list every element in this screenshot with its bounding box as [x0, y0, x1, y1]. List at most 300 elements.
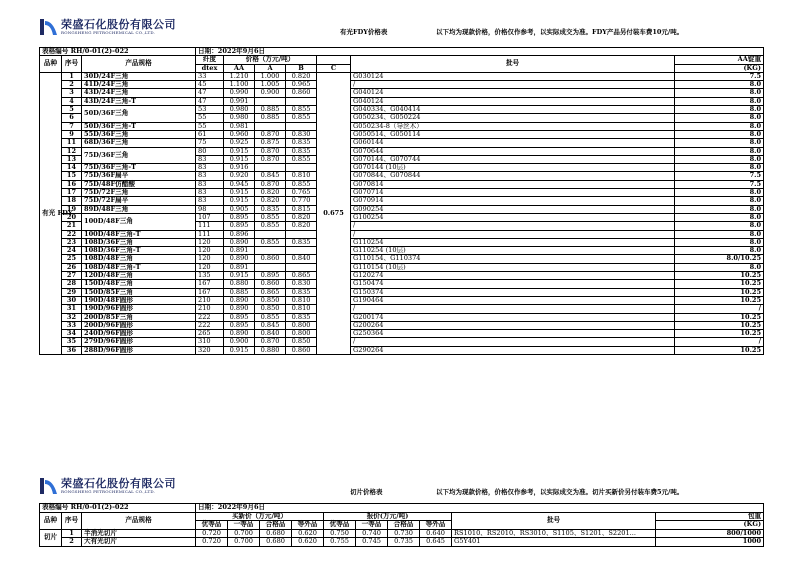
chips-col-buy: 买新价（万元/吨）	[196, 512, 324, 521]
row-price-b: 0.810	[286, 305, 317, 313]
row-dtex: 55	[196, 122, 224, 130]
row-price-b: 0.840	[286, 255, 317, 263]
table-row	[40, 538, 764, 547]
table-row	[40, 305, 764, 313]
row-dtex: 210	[196, 296, 224, 304]
row-price-b: 0.855	[286, 114, 317, 122]
row-dtex: 47	[196, 89, 224, 97]
row-spec: 200D/85F三角	[82, 313, 196, 321]
row-price-aa: 0.891	[224, 247, 255, 255]
row-batch: /	[351, 81, 675, 89]
row-price-b: 0.810	[286, 172, 317, 180]
row-price-b: 0.820	[286, 213, 317, 221]
row-price-b: 0.820	[286, 72, 317, 80]
row-dtex: 107	[196, 213, 224, 221]
row-seq: 1	[62, 72, 82, 80]
row-price-a: 0.845	[255, 321, 286, 329]
row-quote-price: 0.750	[324, 529, 356, 538]
row-spec: 288D/96F圆形	[82, 346, 196, 354]
row-seq: 22	[62, 230, 82, 238]
row-price-a: 0.850	[255, 296, 286, 304]
row-price-b: 0.855	[286, 106, 317, 114]
row-weight: 10.25	[675, 296, 764, 304]
chips-form-no: 表格编号 RH/0-01(2)-022	[40, 504, 196, 513]
table-row	[40, 139, 764, 147]
row-batch: G060144	[351, 139, 675, 147]
row-price-b: 0.820	[286, 222, 317, 230]
row-price-aa: 0.915	[224, 189, 255, 197]
row-price-aa: 1.100	[224, 81, 255, 89]
row-batch: G190464	[351, 296, 675, 304]
row-weight: 8.0	[675, 130, 764, 138]
row-price-a: 0.860	[255, 255, 286, 263]
row-buy-price: 0.680	[260, 538, 292, 547]
row-weight: 10.25	[675, 280, 764, 288]
row-price-a: 0.865	[255, 288, 286, 296]
row-seq: 30	[62, 296, 82, 304]
table-row	[40, 180, 764, 188]
row-weight: 7.5	[675, 72, 764, 80]
row-dtex: 80	[196, 147, 224, 155]
table-row	[40, 296, 764, 304]
row-buy-price: 0.620	[292, 529, 324, 538]
row-price-aa: 0.915	[224, 155, 255, 163]
row-batch: G290264	[351, 346, 675, 354]
row-price-aa: 0.890	[224, 255, 255, 263]
row-spec: 100D/48F三角-T	[82, 230, 196, 238]
row-weight: 10.25	[675, 313, 764, 321]
row-dtex: 120	[196, 238, 224, 246]
row-price-a: 0.870	[255, 147, 286, 155]
company-name: 荣盛石化股份有限公司	[61, 18, 176, 31]
row-spec: 150D/48F三角	[82, 280, 196, 288]
row-dtex: 310	[196, 338, 224, 346]
row-seq: 15	[62, 172, 82, 180]
row-weight: 7.5	[675, 180, 764, 188]
chips-price-table	[39, 503, 764, 547]
row-dtex: 83	[196, 164, 224, 172]
row-spec: 100D/48F三角	[82, 213, 196, 230]
row-batch: G250364	[351, 330, 675, 338]
row-price-b: 0.860	[286, 89, 317, 97]
row-seq: 3	[62, 89, 82, 97]
col-seq: 序号	[62, 56, 82, 73]
table-row	[40, 288, 764, 296]
row-spec: 190D/48F圆形	[82, 296, 196, 304]
row-batch: G5Y401	[452, 538, 656, 547]
row-price-b: 0.835	[286, 313, 317, 321]
row-seq: 2	[62, 81, 82, 89]
row-batch: /	[351, 222, 675, 230]
row-batch: G070714	[351, 189, 675, 197]
table-row	[40, 280, 764, 288]
chips-header	[0, 477, 793, 503]
row-batch: /	[351, 230, 675, 238]
row-price-aa: 0.980	[224, 106, 255, 114]
table-row	[40, 263, 764, 271]
row-dtex: 167	[196, 288, 224, 296]
table-row	[40, 346, 764, 354]
row-weight: 7.5	[675, 172, 764, 180]
row-spec: 75D/72F三角	[82, 189, 196, 197]
chips-col-weight-unit: (KG)	[656, 521, 764, 530]
row-dtex: 75	[196, 139, 224, 147]
row-price-b: 0.835	[286, 147, 317, 155]
grade-off: 等外品	[420, 521, 452, 530]
row-seq: 27	[62, 272, 82, 280]
row-seq: 1	[62, 529, 82, 538]
row-seq: 25	[62, 255, 82, 263]
row-price-aa: 0.890	[224, 305, 255, 313]
row-seq: 20	[62, 213, 82, 221]
row-weight: 10.25	[675, 321, 764, 329]
table-row	[40, 338, 764, 346]
row-price-aa: 0.896	[224, 230, 255, 238]
row-dtex: 111	[196, 230, 224, 238]
row-dtex: 61	[196, 130, 224, 138]
row-spec: 150D/85F三角	[82, 288, 196, 296]
row-spec: 120D/48F三角	[82, 272, 196, 280]
table-row	[40, 255, 764, 263]
row-seq: 18	[62, 197, 82, 205]
row-seq: 14	[62, 164, 82, 172]
row-spec: 41D/24F三角	[82, 81, 196, 89]
row-batch: RS1010、RS2010、RS3010、S1105、S1201、S2201...	[452, 529, 656, 538]
row-batch: G050234-8（导丝木）	[351, 122, 675, 130]
row-batch: /	[351, 338, 675, 346]
row-dtex: 53	[196, 106, 224, 114]
row-dtex: 320	[196, 346, 224, 354]
fdy-title: 有光FDY价格表	[340, 28, 388, 36]
company-logo	[40, 18, 176, 36]
row-dtex: 135	[196, 272, 224, 280]
row-buy-price: 0.700	[228, 538, 260, 547]
row-seq: 5	[62, 106, 82, 114]
row-weight: 8.0	[675, 247, 764, 255]
row-spec: 75D/72F扁平	[82, 197, 196, 205]
row-seq: 4	[62, 97, 82, 105]
table-row	[40, 189, 764, 197]
table-row	[40, 272, 764, 280]
row-batch: /	[351, 305, 675, 313]
row-price-a: 0.820	[255, 197, 286, 205]
row-spec: 50D/36F三角	[82, 106, 196, 123]
table-row	[40, 313, 764, 321]
col-spec: 产品规格	[82, 56, 196, 73]
row-batch: G200264	[351, 321, 675, 329]
row-price-b: 0.830	[286, 130, 317, 138]
company-logo-icon	[40, 477, 58, 495]
company-logo-2	[40, 477, 176, 495]
row-batch: G050234、G050224	[351, 114, 675, 122]
row-dtex: 120	[196, 247, 224, 255]
row-price-a: 0.855	[255, 238, 286, 246]
category-cell: 有光 FDY	[40, 72, 62, 354]
row-seq: 7	[62, 122, 82, 130]
row-price-a: 0.870	[255, 338, 286, 346]
row-price-aa: 0.891	[224, 263, 255, 271]
chips-col-weight: 包重	[656, 512, 764, 521]
row-spec: 190D/96F圆形	[82, 305, 196, 313]
row-price-a: 0.855	[255, 313, 286, 321]
row-price-a: 0.820	[255, 189, 286, 197]
row-dtex: 120	[196, 255, 224, 263]
row-quote-price: 0.640	[420, 529, 452, 538]
row-price-aa: 0.890	[224, 296, 255, 304]
chips-col-quote: 报价(万元/吨)	[324, 512, 452, 521]
row-spec: 30D/24F三角	[82, 72, 196, 80]
row-dtex: 265	[196, 330, 224, 338]
row-seq: 6	[62, 114, 82, 122]
row-price-b: 0.765	[286, 189, 317, 197]
grade-first: 一等品	[228, 521, 260, 530]
row-price-a: 0.885	[255, 106, 286, 114]
row-dtex: 83	[196, 197, 224, 205]
row-price-aa: 0.990	[224, 89, 255, 97]
grade-qualified: 合格品	[260, 521, 292, 530]
row-weight: 8.0	[675, 139, 764, 147]
col-price: 价格（万元/吨）	[224, 56, 317, 64]
table-row	[40, 130, 764, 138]
row-price-aa: 1.210	[224, 72, 255, 80]
row-buy-price: 0.700	[228, 529, 260, 538]
company-name: 荣盛石化股份有限公司	[61, 477, 176, 490]
table-row	[40, 89, 764, 97]
row-seq: 17	[62, 189, 82, 197]
row-price-a: 0.870	[255, 155, 286, 163]
row-price-a: 1.000	[255, 72, 286, 80]
row-spec: 50D/36F三角-T	[82, 122, 196, 130]
row-spec: 43D/24F三角	[82, 89, 196, 97]
chips-title: 切片价格表	[350, 488, 383, 496]
row-spec: 240D/96F圆形	[82, 330, 196, 338]
row-batch: G150474	[351, 280, 675, 288]
row-price-a: 0.860	[255, 280, 286, 288]
row-weight: 10.25	[675, 288, 764, 296]
row-buy-price: 0.720	[196, 529, 228, 538]
row-quote-price: 0.740	[356, 529, 388, 538]
row-price-aa: 0.991	[224, 97, 255, 105]
row-spec: 75D/48F仿醋酸	[82, 180, 196, 188]
row-price-a: 0.900	[255, 89, 286, 97]
row-batch: G070914	[351, 197, 675, 205]
row-price-aa: 0.890	[224, 238, 255, 246]
col-b: B	[286, 64, 317, 72]
grade-qualified: 合格品	[388, 521, 420, 530]
chips-col-category: 品种	[40, 512, 62, 529]
row-seq: 13	[62, 155, 82, 163]
row-price-b: 0.800	[286, 321, 317, 329]
row-weight: 8.0	[675, 238, 764, 246]
row-price-aa: 0.895	[224, 313, 255, 321]
row-price-aa: 0.895	[224, 321, 255, 329]
row-spec: 75D/36F三角-T	[82, 164, 196, 172]
row-seq: 12	[62, 147, 82, 155]
row-spec: 68D/36F三角	[82, 139, 196, 147]
table-row	[40, 197, 764, 205]
row-weight: 10.25	[675, 272, 764, 280]
chips-col-seq: 序号	[62, 512, 82, 529]
row-price-a: 0.855	[255, 213, 286, 221]
row-price-aa: 0.915	[224, 346, 255, 354]
row-seq: 21	[62, 222, 82, 230]
col-c: C	[317, 64, 351, 72]
row-price-b: 0.850	[286, 338, 317, 346]
fdy-price-table	[39, 47, 764, 355]
row-price-aa: 0.920	[224, 172, 255, 180]
row-weight: 8.0	[675, 106, 764, 114]
row-dtex: 83	[196, 172, 224, 180]
table-row	[40, 205, 764, 213]
row-dtex: 55	[196, 114, 224, 122]
row-spec: 大有光切片	[82, 538, 196, 547]
company-name-en: RONGSHENG PETROCHEMICAL CO.,LTD.	[61, 30, 156, 35]
row-batch: G200174	[351, 313, 675, 321]
row-spec: 75D/36F三角	[82, 147, 196, 164]
grade-off: 等外品	[292, 521, 324, 530]
row-dtex: 33	[196, 72, 224, 80]
row-price-b: 0.830	[286, 280, 317, 288]
table-row	[40, 81, 764, 89]
row-price-b: 0.815	[286, 205, 317, 213]
row-seq: 34	[62, 330, 82, 338]
row-price-aa: 0.895	[224, 222, 255, 230]
row-batch: G150374	[351, 288, 675, 296]
row-weight: 8.0	[675, 122, 764, 130]
row-seq: 19	[62, 205, 82, 213]
row-price-b: 0.855	[286, 155, 317, 163]
row-price-b: 0.855	[286, 180, 317, 188]
row-price-aa: 0.925	[224, 139, 255, 147]
table-row	[40, 213, 764, 221]
row-price-a: 0.855	[255, 222, 286, 230]
company-name-en: RONGSHENG PETROCHEMICAL CO.,LTD.	[61, 489, 156, 494]
table-row	[40, 330, 764, 338]
row-seq: 28	[62, 280, 82, 288]
row-weight: 8.0	[675, 97, 764, 105]
chips-category-cell: 切片	[40, 529, 62, 546]
row-weight: 8.0	[675, 213, 764, 221]
row-price-a: 0.885	[255, 114, 286, 122]
row-dtex: 45	[196, 81, 224, 89]
row-dtex: 83	[196, 189, 224, 197]
row-price-aa: 0.890	[224, 330, 255, 338]
col-batch: 批号	[351, 56, 675, 73]
row-spec: 89D/48F三角	[82, 205, 196, 213]
col-dtex: dtex	[196, 64, 224, 72]
row-weight: 10.25	[675, 346, 764, 354]
row-price-aa: 0.916	[224, 164, 255, 172]
row-batch: G110254 (10层)	[351, 247, 675, 255]
row-price-a: 0.840	[255, 330, 286, 338]
row-price-a: 0.875	[255, 139, 286, 147]
table-row	[40, 230, 764, 238]
row-spec: 55D/36F三角	[82, 130, 196, 138]
row-seq: 2	[62, 538, 82, 547]
row-dtex: 47	[196, 97, 224, 105]
row-weight: 800/1000	[656, 529, 764, 538]
row-quote-price: 0.730	[388, 529, 420, 538]
row-seq: 29	[62, 288, 82, 296]
row-dtex: 83	[196, 180, 224, 188]
row-price-aa: 0.915	[224, 272, 255, 280]
row-price-a: 0.850	[255, 305, 286, 313]
row-seq: 31	[62, 305, 82, 313]
row-weight: 8.0	[675, 197, 764, 205]
row-weight: /	[675, 338, 764, 346]
row-spec: 半消光切片	[82, 529, 196, 538]
row-spec: 108D/36F三角	[82, 238, 196, 246]
row-weight: 8.0/10.25	[675, 255, 764, 263]
row-weight: 8.0	[675, 263, 764, 271]
row-price-aa: 0.915	[224, 147, 255, 155]
row-weight: 8.0	[675, 89, 764, 97]
row-batch: G040124	[351, 89, 675, 97]
table-row	[40, 172, 764, 180]
col-fineness: 纤度	[196, 56, 224, 64]
row-seq: 36	[62, 346, 82, 354]
company-logo-icon	[40, 18, 58, 36]
chips-col-spec: 产品规格	[82, 512, 196, 529]
row-batch: G100254	[351, 213, 675, 221]
row-dtex: 111	[196, 222, 224, 230]
chips-note: 以下均为现款价格，价格仅作参考，以实际成交为准。切片买新价另付装车费5元/吨。	[436, 488, 684, 496]
row-weight: 8.0	[675, 205, 764, 213]
fdy-header	[0, 18, 793, 44]
row-seq: 32	[62, 313, 82, 321]
row-price-aa: 0.885	[224, 288, 255, 296]
grade-premium: 优等品	[324, 521, 356, 530]
chips-col-batch: 批号	[452, 512, 656, 529]
row-seq: 9	[62, 130, 82, 138]
row-batch: G050514、G050114	[351, 130, 675, 138]
row-price-a: 0.895	[255, 272, 286, 280]
row-quote-price: 0.735	[388, 538, 420, 547]
row-dtex: 222	[196, 313, 224, 321]
row-price-aa: 0.981	[224, 122, 255, 130]
row-batch: G040124	[351, 97, 675, 105]
row-price-a: 1.005	[255, 81, 286, 89]
row-buy-price: 0.680	[260, 529, 292, 538]
grade-first: 一等品	[356, 521, 388, 530]
row-price-a: 0.880	[255, 346, 286, 354]
row-batch: G070144 (10层)	[351, 164, 675, 172]
col-weight-unit: (KG)	[675, 64, 764, 72]
row-quote-price: 0.745	[356, 538, 388, 547]
col-category: 品种	[40, 56, 62, 73]
row-dtex: 167	[196, 280, 224, 288]
col-weight: AA锭重	[675, 56, 764, 64]
row-batch: G110254	[351, 238, 675, 246]
row-price-b: 0.965	[286, 81, 317, 89]
row-weight: 8.0	[675, 222, 764, 230]
row-weight: 8.0	[675, 230, 764, 238]
row-price-b: 0.835	[286, 139, 317, 147]
row-weight: 10.25	[675, 330, 764, 338]
row-dtex: 210	[196, 305, 224, 313]
row-seq: 33	[62, 321, 82, 329]
row-batch: G040334、G040414	[351, 106, 675, 114]
row-dtex: 83	[196, 155, 224, 163]
row-quote-price: 0.645	[420, 538, 452, 547]
row-price-b: 0.860	[286, 346, 317, 354]
row-price-aa: 0.915	[224, 197, 255, 205]
row-weight: 8.0	[675, 189, 764, 197]
row-weight: 8.0	[675, 164, 764, 172]
row-quote-price: 0.755	[324, 538, 356, 547]
row-price-aa: 0.945	[224, 180, 255, 188]
row-price-aa: 0.880	[224, 280, 255, 288]
